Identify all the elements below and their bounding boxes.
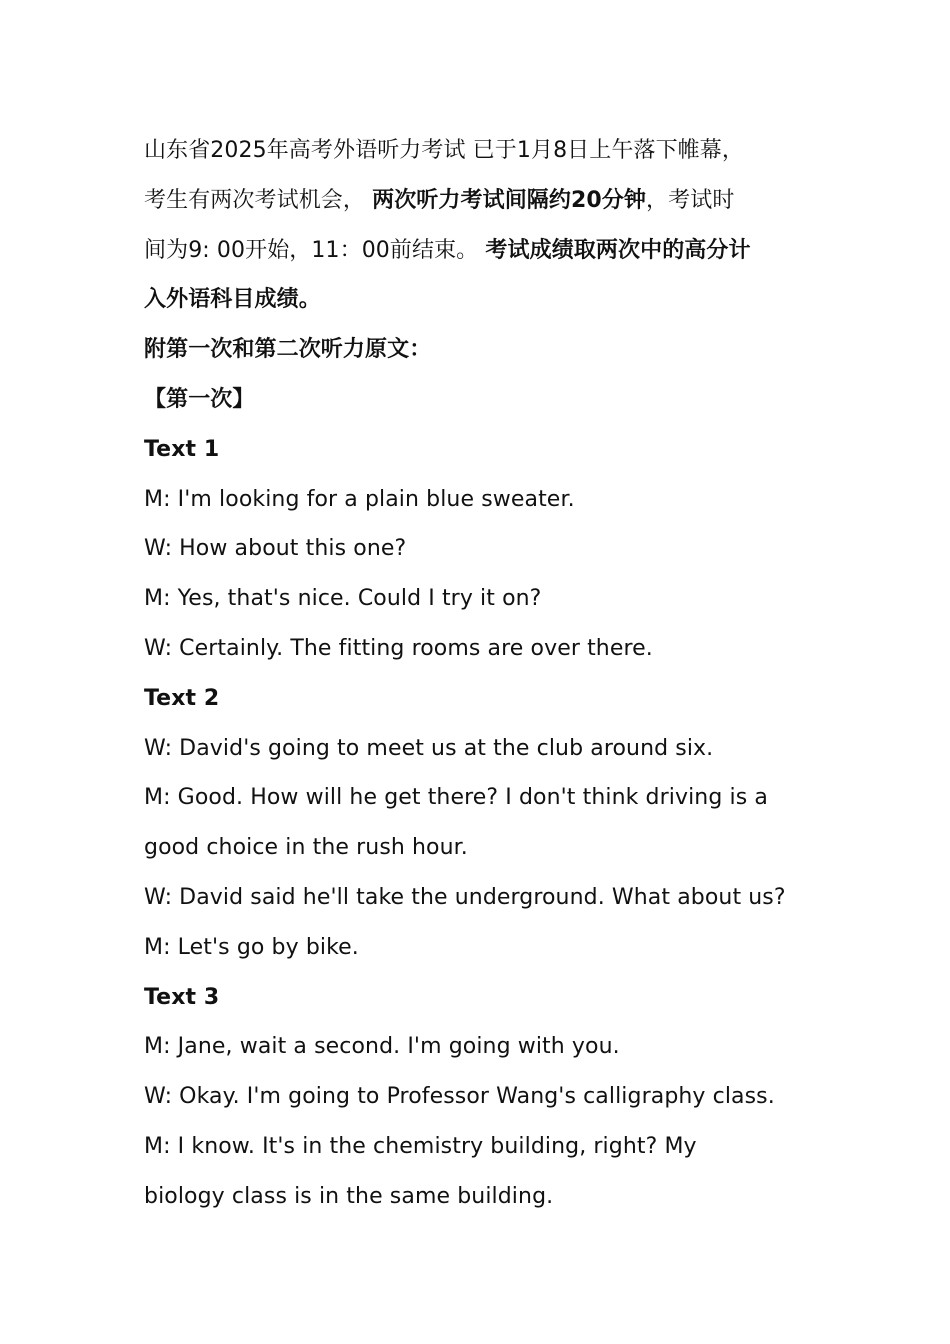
- intro-line-2: [144, 176, 824, 226]
- dialogue-line: W: Okay. I'm going to Professor Wang's calligraphy class.: [144, 1084, 775, 1110]
- section-heading: 【第一次】: [144, 386, 255, 412]
- intro-line-3: [144, 226, 824, 276]
- intro-bold-text: 两次听力考试间隔约20分钟: [372, 187, 647, 213]
- dialogue-line: biology class is in the same building.: [144, 1183, 554, 1209]
- dialogue-texts: [144, 425, 824, 1222]
- dialogue-line: M: Good. How will he get there? I don't think driving is a: [144, 785, 768, 811]
- intro-text: 间为9: 00开始，11：00前结束。: [144, 237, 479, 263]
- intro-text: 考生有两次考试机会，: [144, 187, 366, 213]
- intro-line-4: [144, 275, 824, 325]
- dialogue-line: W: David said he'll take the underground. What about us?: [144, 884, 786, 910]
- intro-bold-text: 考试成绩取两次中的高分计: [485, 237, 751, 263]
- dialogue-line: M: Let's go by bike.: [144, 934, 359, 960]
- document-page: [144, 126, 824, 1222]
- dialogue-line: W: David's going to meet us at the club around six.: [144, 735, 714, 761]
- dialogue-line: M: Jane, wait a second. I'm going with you.: [144, 1034, 620, 1060]
- dialogue-line: W: How about this one?: [144, 536, 407, 562]
- text-title: Text 2: [144, 685, 220, 711]
- intro-text: 山东省2025年高考外语听力考试 已于1月8日上午落下帷幕，: [144, 138, 744, 163]
- dialogue-line: M: I know. It's in the chemistry building, right? My: [144, 1133, 697, 1159]
- intro-line-1: [144, 126, 824, 176]
- attachment-heading: 附第一次和第二次听力原文：: [144, 337, 432, 363]
- intro-text: ，考试时: [646, 187, 735, 213]
- dialogue-line: M: I'm looking for a plain blue sweater.: [144, 486, 575, 512]
- text-title: Text 3: [144, 984, 220, 1010]
- text-title: Text 1: [144, 436, 220, 462]
- dialogue-line: W: Certainly. The fitting rooms are over there.: [144, 635, 653, 661]
- dialogue-line: M: Yes, that's nice. Could I try it on?: [144, 586, 542, 612]
- dialogue-line: good choice in the rush hour.: [144, 835, 468, 861]
- intro-bold-text: 入外语科目成绩。: [144, 287, 321, 313]
